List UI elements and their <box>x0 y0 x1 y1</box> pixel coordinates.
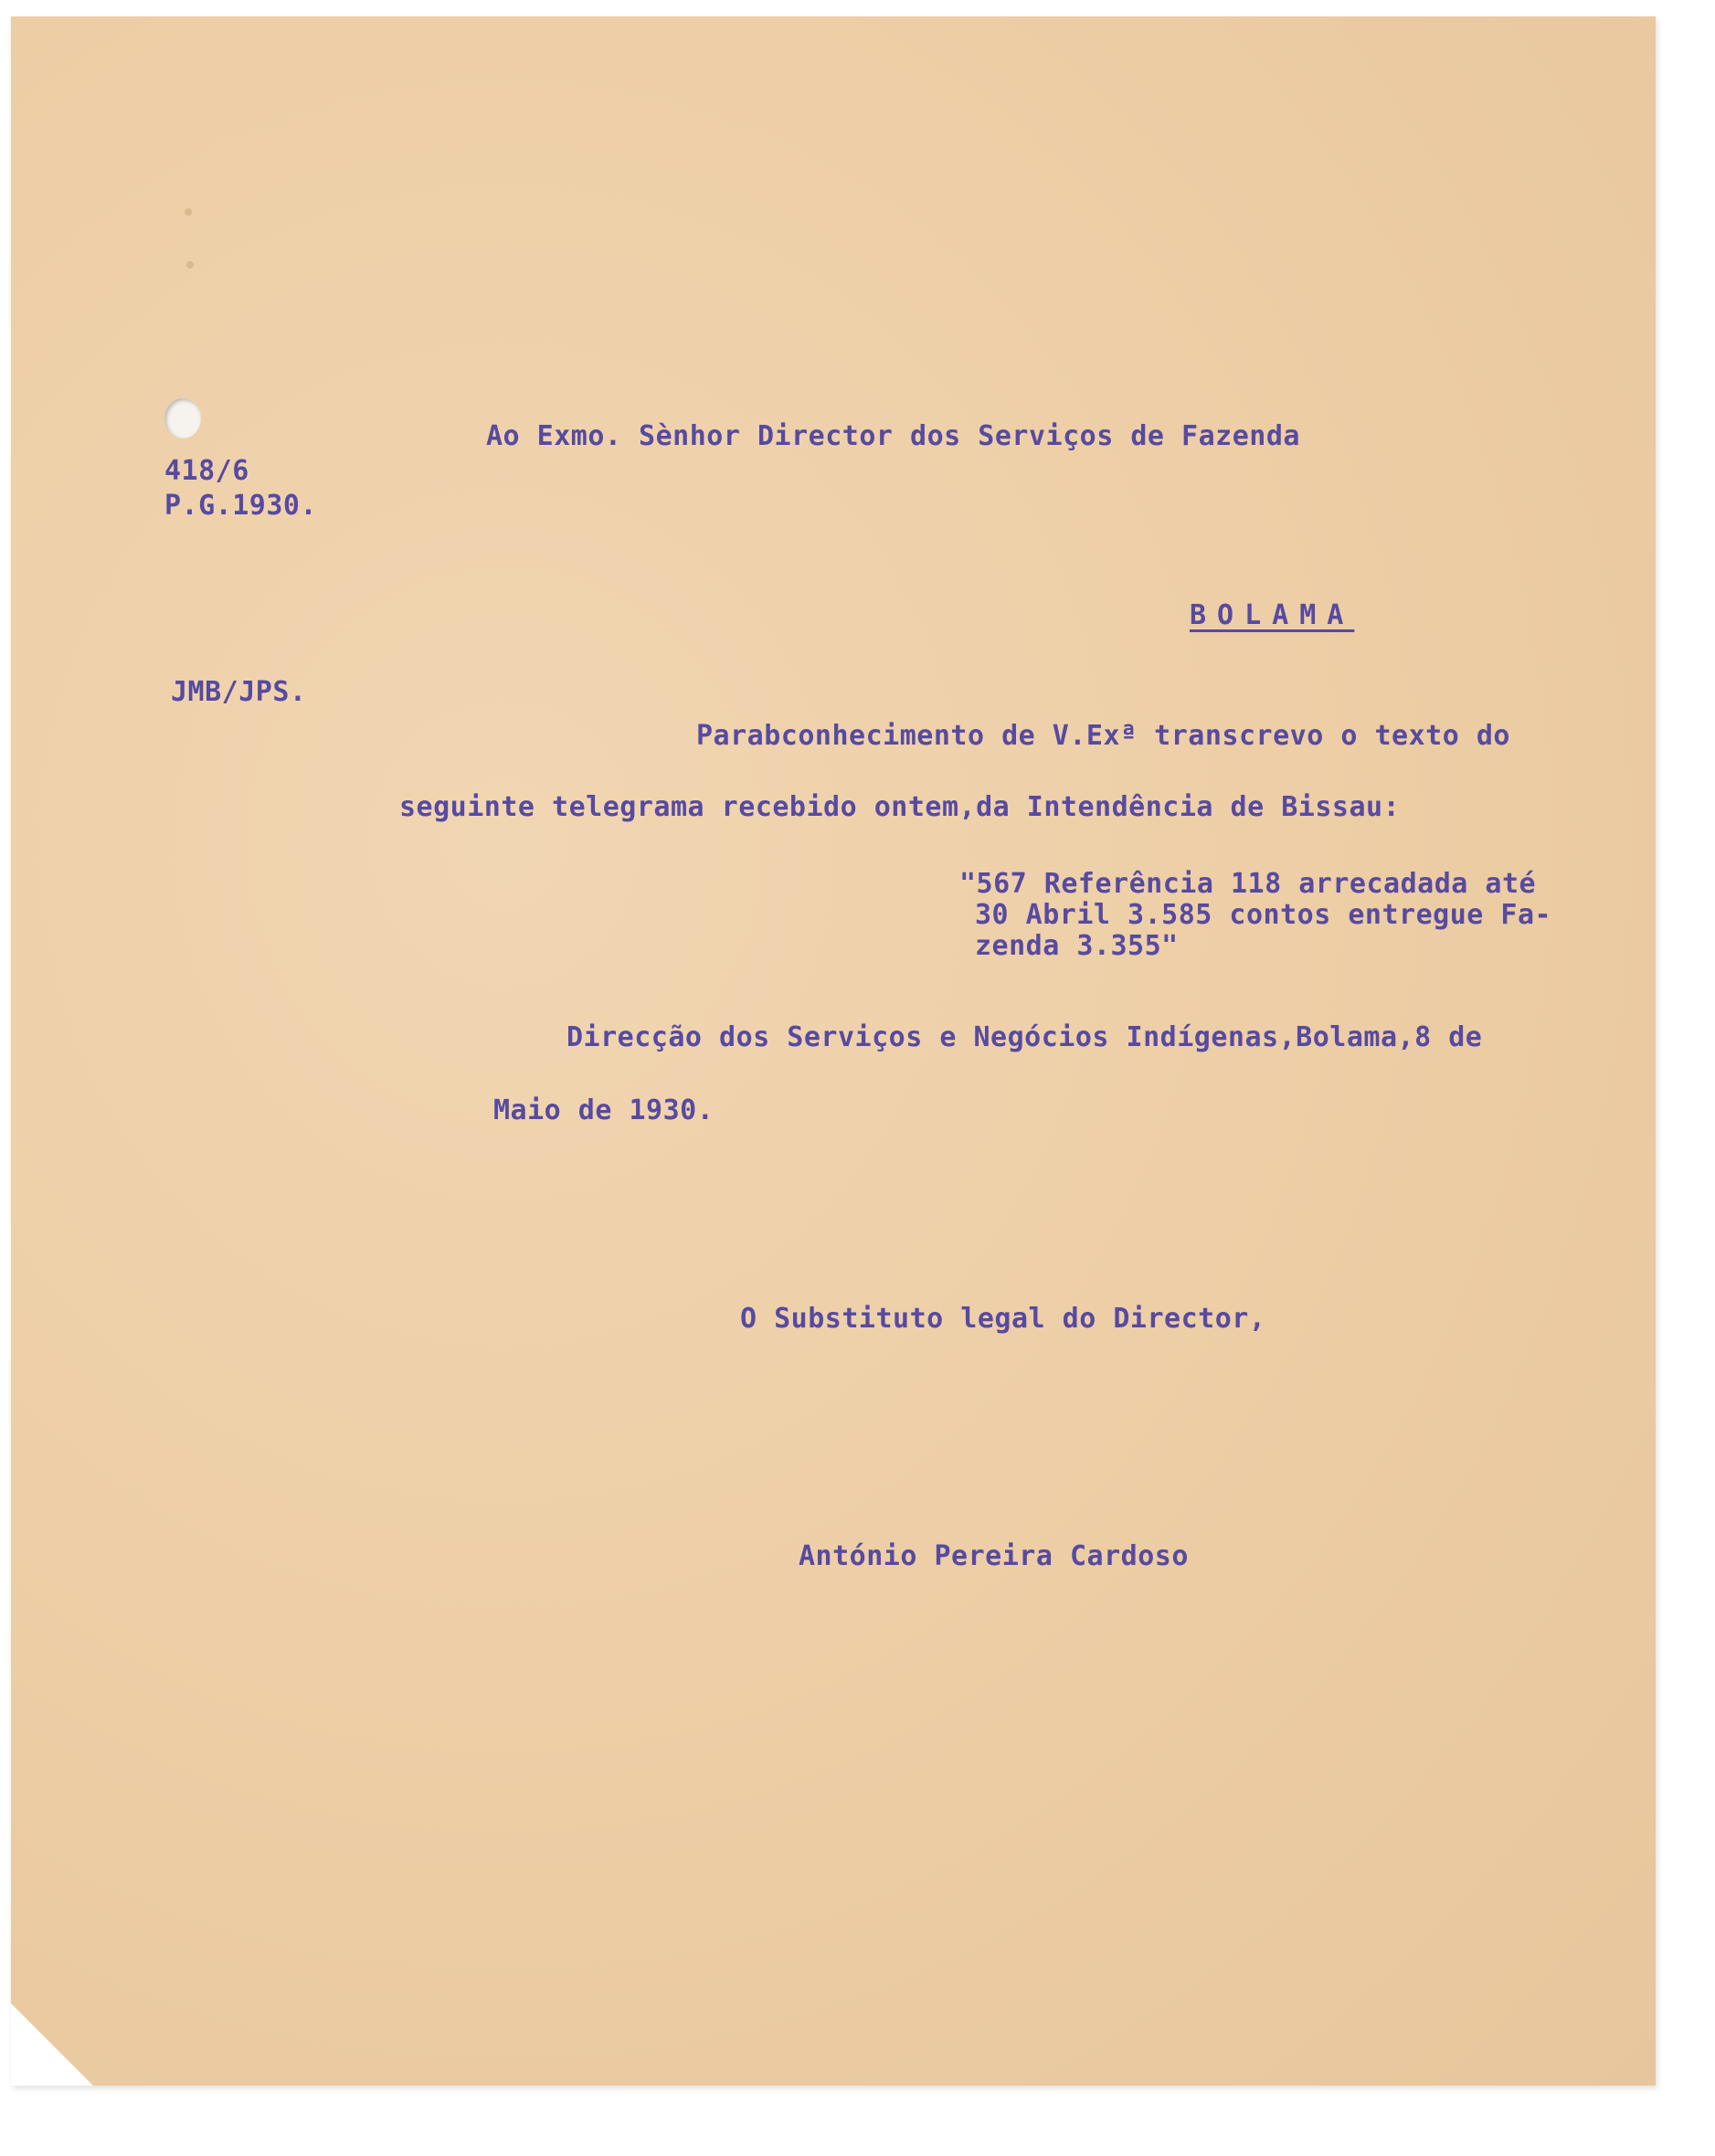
addressee-line: Ao Exmo. Sènhor Director dos Serviços de Fazenda <box>486 420 1300 452</box>
paper-mark <box>185 208 192 216</box>
folded-corner <box>11 2003 93 2086</box>
closing-line-1: Direcção dos Serviços e Negócios Indígenas,Bolama,8 de <box>566 1021 1483 1053</box>
reference-initials: JMB/JPS. <box>171 676 307 708</box>
document-page <box>11 16 1656 2086</box>
city-heading: BOLAMA <box>1190 599 1355 631</box>
body-line-1: Parabconhecimento de V.Exª transcrevo o texto do <box>696 720 1510 752</box>
reference-process: P.G.1930. <box>164 490 318 522</box>
reference-number: 418/6 <box>164 455 249 487</box>
punch-hole <box>164 398 201 439</box>
telegram-line-1: "567 Referência 118 arrecadada até <box>959 868 1537 900</box>
signatory-name: António Pereira Cardoso <box>799 1540 1189 1572</box>
telegram-line-3: zenda 3.355" <box>975 930 1179 962</box>
signatory-title: O Substituto legal do Director, <box>740 1303 1266 1335</box>
telegram-line-2: 30 Abril 3.585 contos entregue Fa- <box>975 899 1552 931</box>
paper-mark <box>186 261 194 269</box>
body-line-2: seguinte telegrama recebido ontem,da Intendência de Bissau: <box>399 791 1401 823</box>
closing-line-2: Maio de 1930. <box>493 1094 715 1126</box>
